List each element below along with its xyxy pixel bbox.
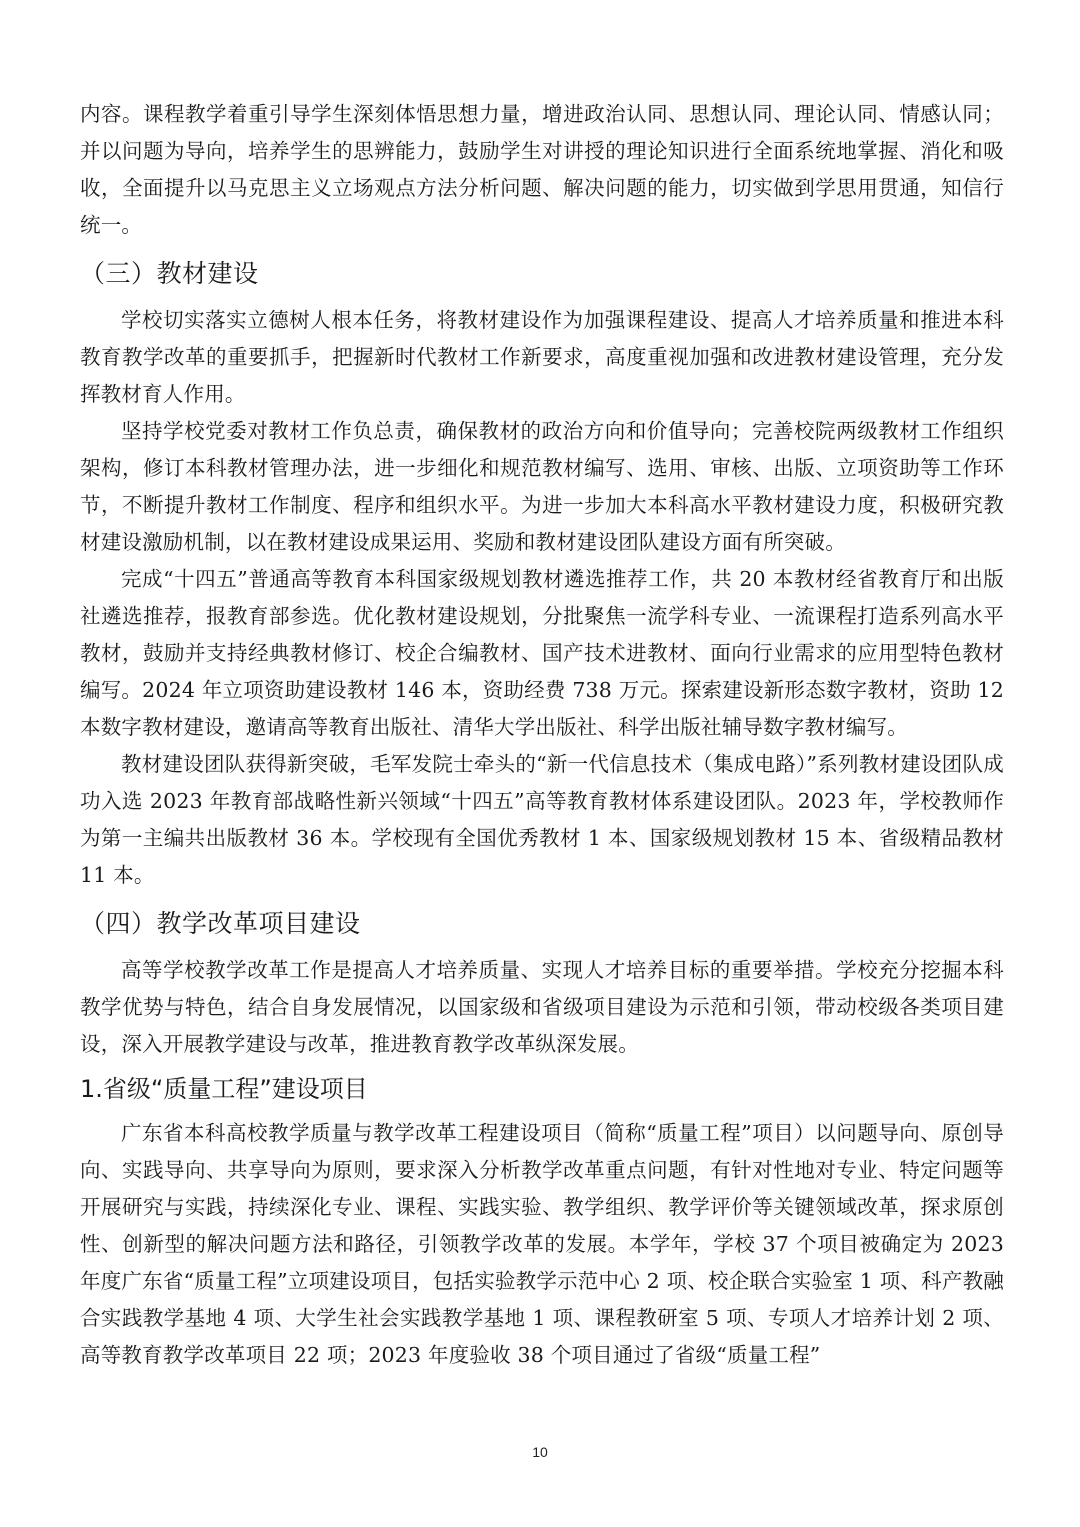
- heading-quality-project: 1.省级“质量工程”建设项目: [80, 1075, 368, 1103]
- page-number: 10: [532, 1444, 548, 1460]
- paragraph-quality-project: 广东省本科高校教学质量与教学改革工程建设项目（简称“质量工程”项目）以问题导向、原创导向、实践导向、共享导向为原则，要求深入分析教学改革重点问题，有针对性地对专业、特定问题等开展研究与实践，持续深化专业、课程、实践实验、教学组织、教学评价等关键领域改革，探求原创性、创新型的解决问题方法和路径，引领教学改革的发展。本学年，学校 37 个项目被确定为 2023 年度广东省“质量工程”立项建设项目，包括实验教学示范中心 2 项、校企联合实验室 1 项、科产教融合实践教学基地 4 项、大学生社会实践教学基地 1 项、课程教研室 5 项、专项人才培养计划 2 项、高等教育教学改革项目 22 项；2023 年度验收 38 个项目通过了省级“质量工程”: [80, 1121, 1004, 1367]
- heading-teaching-reform-projects: （四）教学改革项目建设: [80, 909, 361, 938]
- paragraph-textbook-team: 教材建设团队获得新突破，毛军发院士牵头的“新一代信息技术（集成电路）”系列教材建设团队成功入选 2023 年教育部战略性新兴领域“十四五”高等教育教材体系建设团队。2023 年，学校教师作为第一主编共出版教材 36 本。学校现有全国优秀教材 1 本、国家级规划教材 15 本、省级精品教材 11 本。: [80, 752, 1004, 887]
- paragraph-textbook-intro: 学校切实落实立德树人根本任务，将教材建设作为加强课程建设、提高人才培养质量和推进本科教育教学改革的重要抓手，把握新时代教材工作新要求，高度重视加强和改进教材建设管理，充分发挥教材育人作用。: [80, 308, 1004, 406]
- heading-textbook-construction: （三）教材建设: [80, 259, 259, 288]
- document-page: [80, 96, 1004, 1374]
- paragraph-textbook-management: 坚持学校党委对教材工作负总责，确保教材的政治方向和价值导向；完善校院两级教材工作组织架构，修订本科教材管理办法，进一步细化和规范教材编写、选用、审核、出版、立项资助等工作环节，不断提升教材工作制度、程序和组织水平。为进一步加大本科高水平教材建设力度，积极研究教材建设激励机制，以在教材建设成果运用、奖励和教材建设团队建设方面有所突破。: [80, 419, 1004, 554]
- paragraph-teaching-reform-intro: 高等学校教学改革工作是提高人才培养质量、实现人才培养目标的重要举措。学校充分挖掘本科教学优势与特色，结合自身发展情况，以国家级和省级项目建设为示范和引领，带动校级各类项目建设，深入开展教学建设与改革，推进教育教学改革纵深发展。: [80, 958, 1004, 1056]
- paragraph-course-teaching: 内容。课程教学着重引导学生深刻体悟思想力量，增进政治认同、思想认同、理论认同、情感认同；并以问题为导向，培养学生的思辨能力，鼓励学生对讲授的理论知识进行全面系统地掌握、消化和吸收，全面提升以马克思主义立场观点方法分析问题、解决问题的能力，切实做到学思用贯通，知信行统一。: [80, 102, 1004, 237]
- paragraph-textbook-selection: 完成“十四五”普通高等教育本科国家级规划教材遴选推荐工作，共 20 本教材经省教育厅和出版社遴选推荐，报教育部参选。优化教材建设规划，分批聚焦一流学科专业、一流课程打造系列高水平教材，鼓励并支持经典教材修订、校企合编教材、国产技术进教材、面向行业需求的应用型特色教材编写。2024 年立项资助建设教材 146 本，资助经费 738 万元。探索建设新形态数字教材，资助 12 本数字教材建设，邀请高等教育出版社、清华大学出版社、科学出版社辅导数字教材编写。: [80, 567, 1004, 739]
